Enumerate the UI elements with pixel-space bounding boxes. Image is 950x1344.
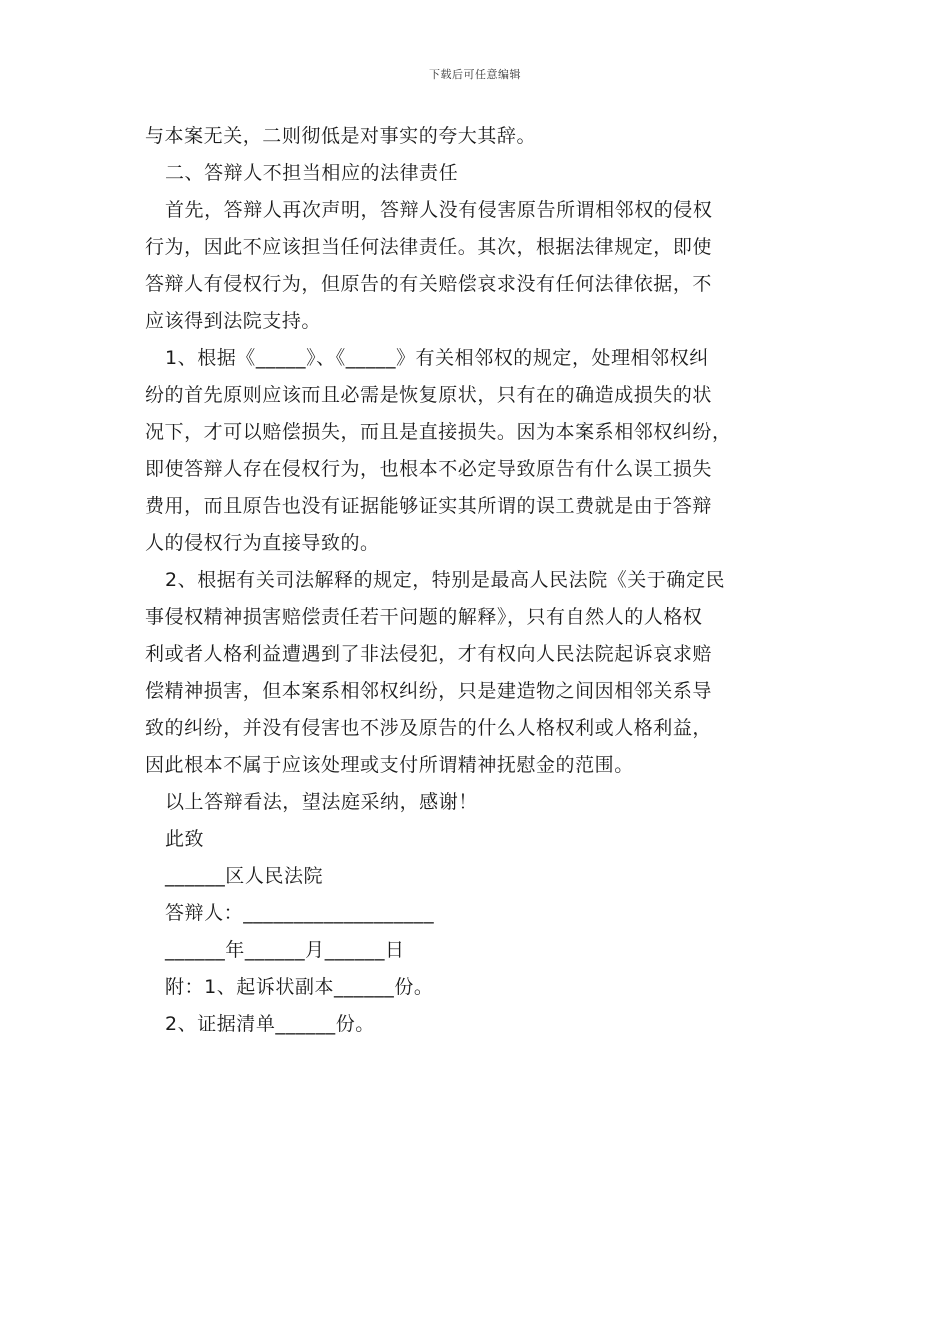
text-line: 因此根本不属于应该处理或支付所谓精神抚慰金的范围。 (145, 754, 634, 776)
text-line: 2、根据有关司法解释的规定，特别是最高人民法院《关于确定民 (165, 569, 726, 591)
document-body (145, 118, 813, 1043)
attachment-line: 2、证据清单______份。 (165, 1013, 375, 1035)
text-line: 应该得到法院支持。 (145, 310, 321, 332)
text-line: 事侵权精神损害赔偿责任若干问题的解释》，只有自然人的人格权 (145, 606, 703, 628)
text-line: 偿精神损害，但本案系相邻权纠纷，只是建造物之间因相邻关系导 (145, 680, 712, 702)
text-line: 首先，答辩人再次声明，答辩人没有侵害原告所谓相邻权的侵权 (165, 199, 713, 221)
text-line: 纷的首先原则应该而且必需是恢复原状，只有在的确造成损失的状 (145, 384, 712, 406)
date-field: ______年______月______日 (165, 939, 405, 961)
attachment-line: 附：1、起诉状副本______份。 (165, 976, 434, 998)
page-header: 下载后可任意编辑 (429, 68, 521, 81)
court-name-field: ______区人民法院 (165, 865, 324, 887)
text-line: 1、根据《_____》、《_____》有关相邻权的规定，处理相邻权纠 (165, 347, 709, 369)
text-line: 人的侵权行为直接导致的。 (145, 532, 380, 554)
text-line: 答辩人有侵权行为，但原告的有关赔偿哀求没有任何法律依据，不 (145, 273, 712, 295)
text-line: 费用，而且原告也没有证据能够证实其所谓的误工费就是由于答辩 (145, 495, 712, 517)
text-line: 况下，才可以赔偿损失，而且是直接损失。因为本案系相邻权纠纷， (145, 421, 732, 443)
closing-line: 以上答辩看法，望法庭采纳，感谢！ (165, 791, 478, 813)
section-heading: 二、答辩人不担当相应的法律责任 (165, 162, 459, 184)
text-line: 行为，因此不应该担当任何法律责任。其次，根据法律规定，即使 (145, 236, 712, 258)
respondent-signature-field: 答辩人：___________________ (165, 902, 435, 924)
text-line: 致的纠纷，并没有侵害也不涉及原告的什么人格权利或人格利益， (145, 717, 712, 739)
salutation: 此致 (165, 828, 205, 850)
text-line: 即使答辩人存在侵权行为，也根本不必定导致原告有什么误工损失 (145, 458, 712, 480)
text-line: 利或者人格利益遭遇到了非法侵犯，才有权向人民法院起诉哀求赔 (145, 643, 712, 665)
text-line: 与本案无关，二则彻低是对事实的夸大其辞。 (145, 125, 537, 147)
